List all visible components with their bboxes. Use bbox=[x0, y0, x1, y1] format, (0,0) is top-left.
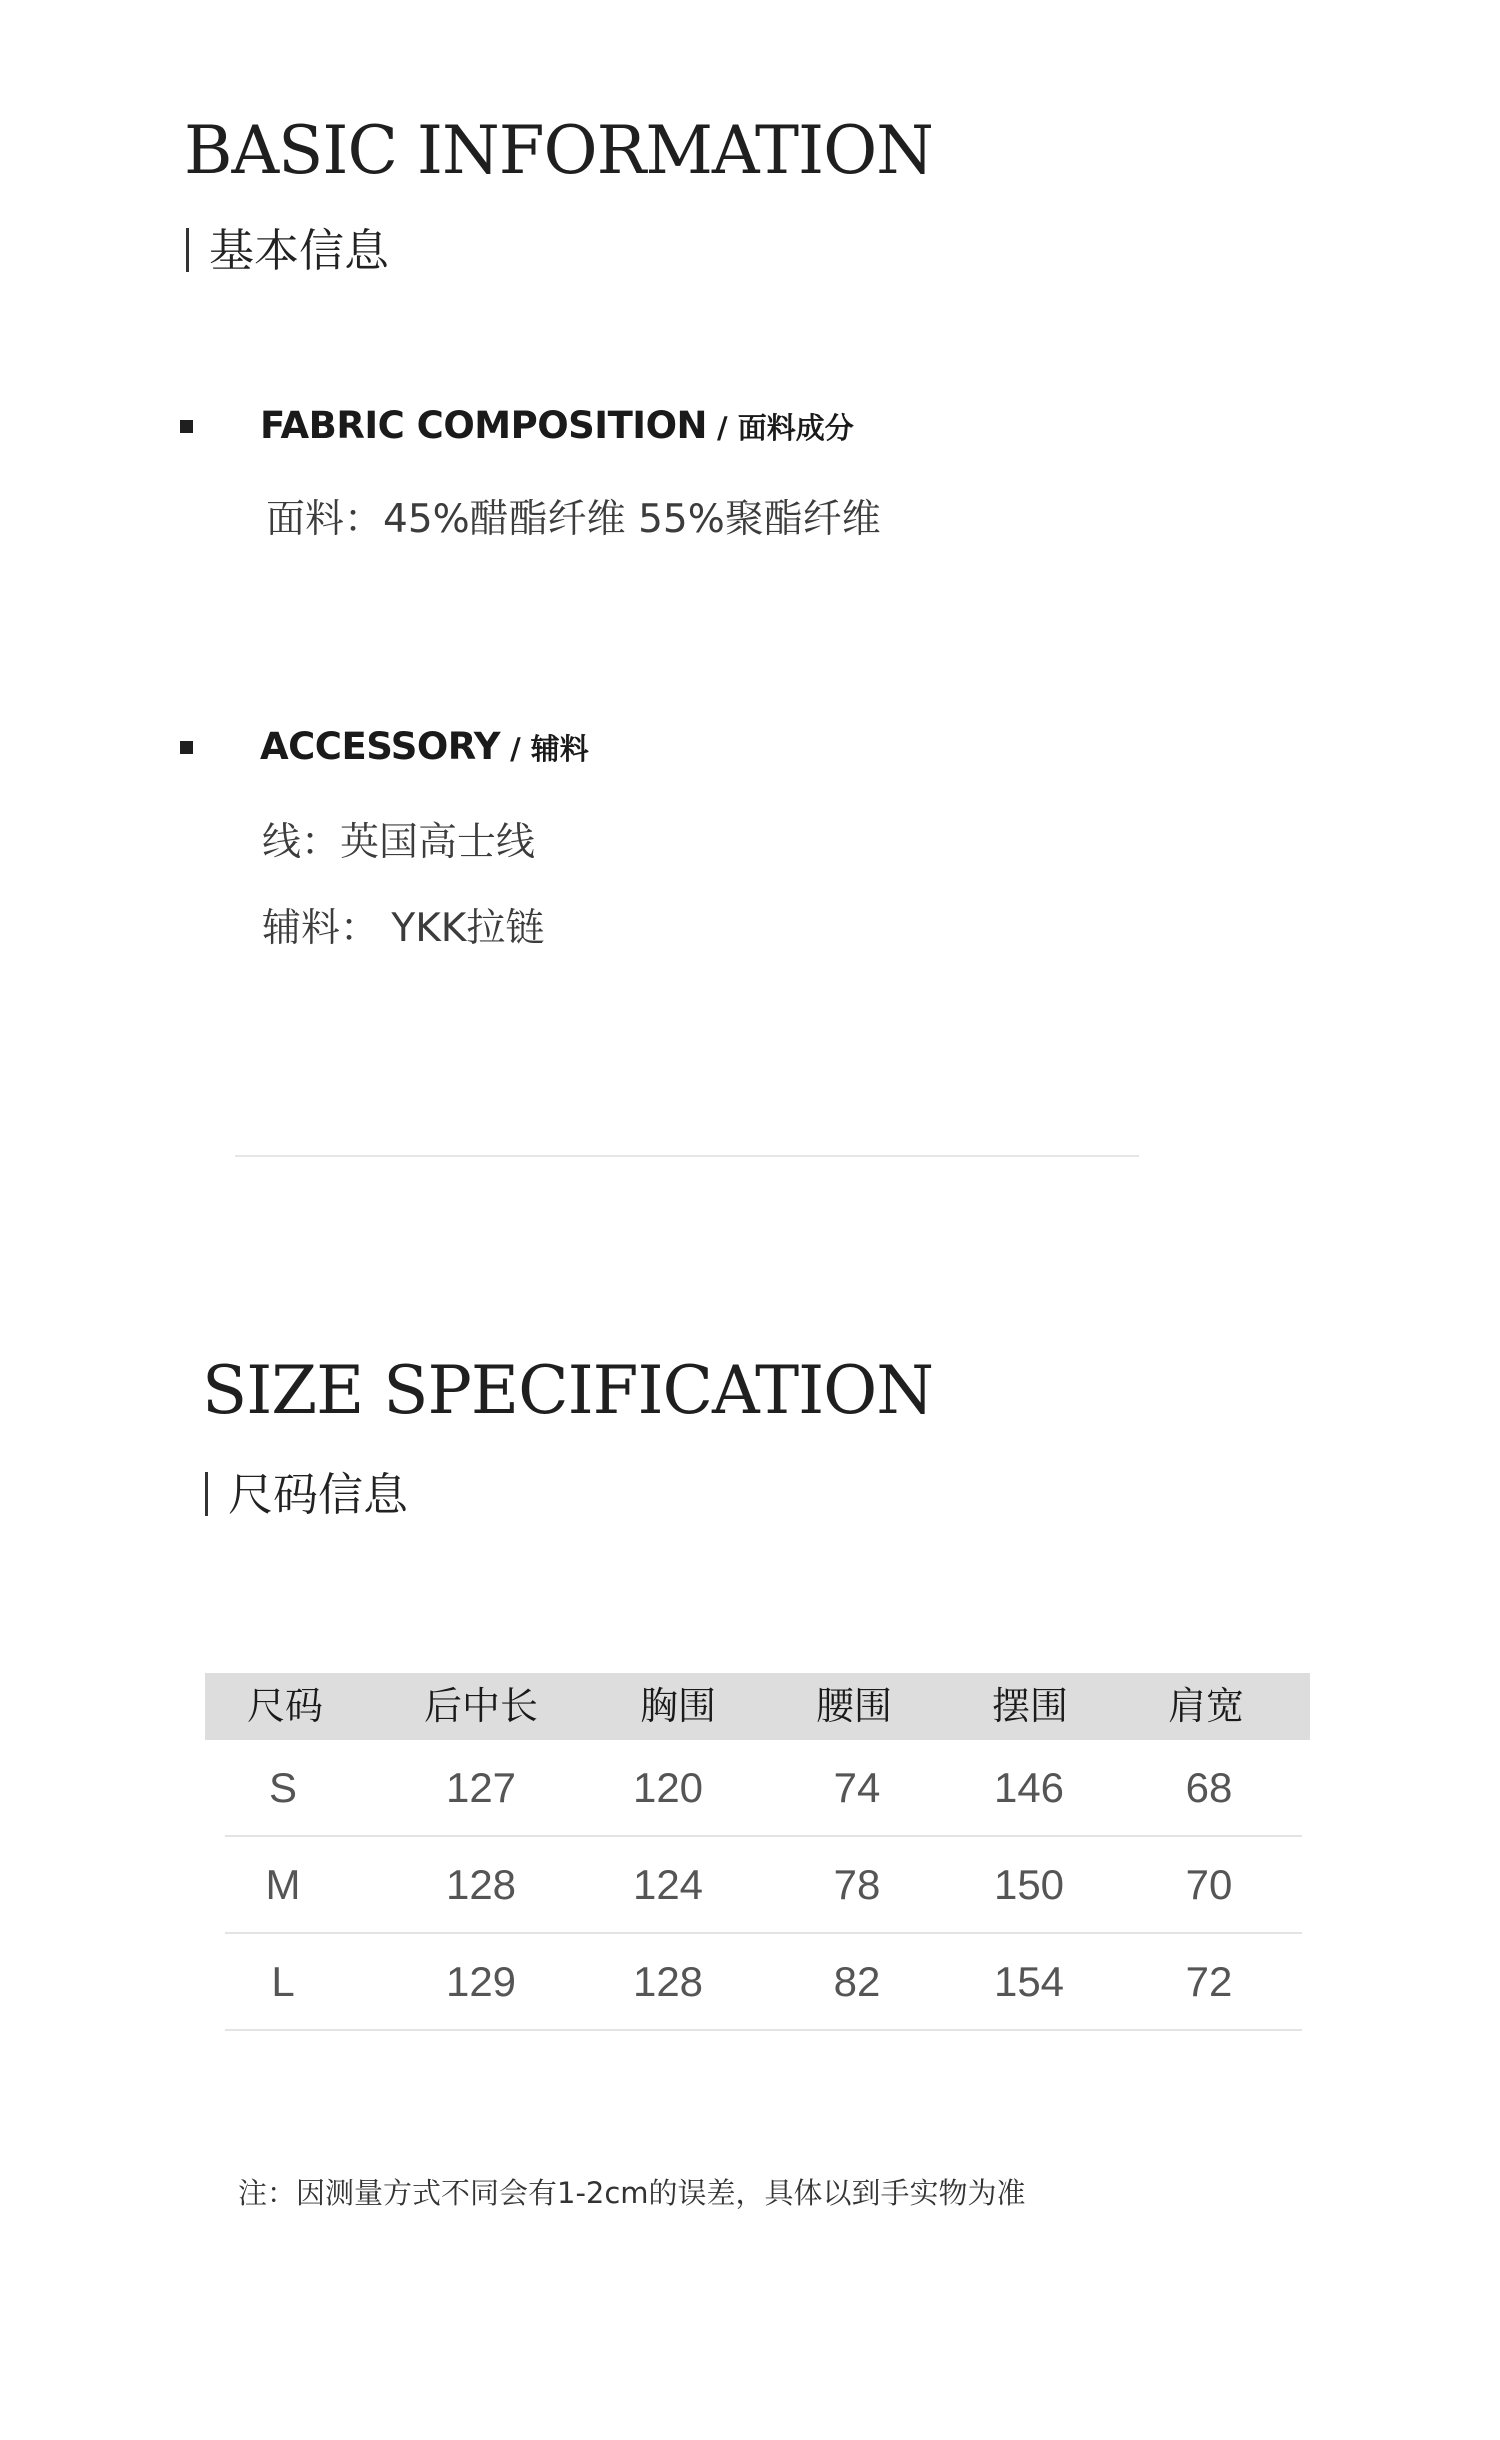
size-spec-title: SIZE SPECIFICATION bbox=[202, 1352, 934, 1429]
table-cell: 120 bbox=[632, 1764, 704, 1811]
square-bullet-icon bbox=[180, 741, 193, 754]
table-cell: 150 bbox=[993, 1861, 1065, 1908]
accessory-heading-cn: / 辅料 bbox=[510, 732, 589, 766]
basic-info-title: BASIC INFORMATION bbox=[184, 112, 933, 189]
table-cell: M bbox=[265, 1861, 301, 1908]
accessory-heading-en: ACCESSORY bbox=[260, 725, 501, 768]
table-cell: 72 bbox=[1185, 1958, 1233, 2005]
table-header-cell: 后中长 bbox=[423, 1684, 539, 1728]
section-divider bbox=[235, 1155, 1139, 1157]
table-header-cell: 胸围 bbox=[639, 1684, 717, 1728]
fabric-heading-cn: / 面料成分 bbox=[717, 411, 854, 445]
table-cell: 78 bbox=[833, 1861, 881, 1908]
table-cell: S bbox=[268, 1764, 298, 1811]
table-header-cell: 肩宽 bbox=[1167, 1684, 1245, 1728]
square-bullet-icon bbox=[180, 420, 193, 433]
fabric-heading bbox=[260, 404, 854, 447]
measurement-note: 注：因测量方式不同会有1-2cm的误差，具体以到手实物为准 bbox=[238, 2176, 1026, 2210]
table-cell: 129 bbox=[445, 1958, 517, 2005]
table-cell: 127 bbox=[445, 1764, 517, 1811]
accessory-thread: 线：英国高士线 bbox=[262, 820, 536, 865]
table-row bbox=[225, 1837, 1302, 1934]
table-row bbox=[225, 1740, 1302, 1837]
table-cell: 128 bbox=[632, 1958, 704, 2005]
table-header-cell: 摆围 bbox=[991, 1684, 1069, 1728]
table-cell: L bbox=[271, 1958, 295, 2005]
table-cell: 146 bbox=[993, 1764, 1065, 1811]
table-cell: 82 bbox=[833, 1958, 881, 2005]
table-cell: 70 bbox=[1185, 1861, 1233, 1908]
table-header-cell: 腰围 bbox=[815, 1684, 893, 1728]
table-cell: 128 bbox=[445, 1861, 517, 1908]
title-bar-divider bbox=[186, 228, 189, 272]
size-spec-subtitle-text: 尺码信息 bbox=[228, 1468, 409, 1521]
size-spec-subtitle bbox=[205, 1458, 408, 1523]
table-cell: 124 bbox=[632, 1861, 704, 1908]
fabric-detail: 面料：45%醋酯纤维 55%聚酯纤维 bbox=[266, 497, 881, 542]
fabric-heading-en: FABRIC COMPOSITION bbox=[260, 404, 707, 447]
table-header-row bbox=[205, 1673, 1310, 1740]
basic-info-subtitle-text: 基本信息 bbox=[209, 224, 390, 277]
title-bar-divider bbox=[205, 1472, 208, 1516]
table-row bbox=[225, 1934, 1302, 2031]
table-cell: 154 bbox=[993, 1958, 1065, 2005]
accessory-trim: 辅料： YKK拉链 bbox=[262, 906, 545, 951]
basic-info-subtitle bbox=[186, 214, 389, 279]
table-cell: 74 bbox=[833, 1764, 881, 1811]
table-header-cell: 尺码 bbox=[246, 1684, 324, 1728]
accessory-heading bbox=[260, 725, 589, 768]
size-table bbox=[205, 1673, 1310, 2031]
table-cell: 68 bbox=[1185, 1764, 1233, 1811]
